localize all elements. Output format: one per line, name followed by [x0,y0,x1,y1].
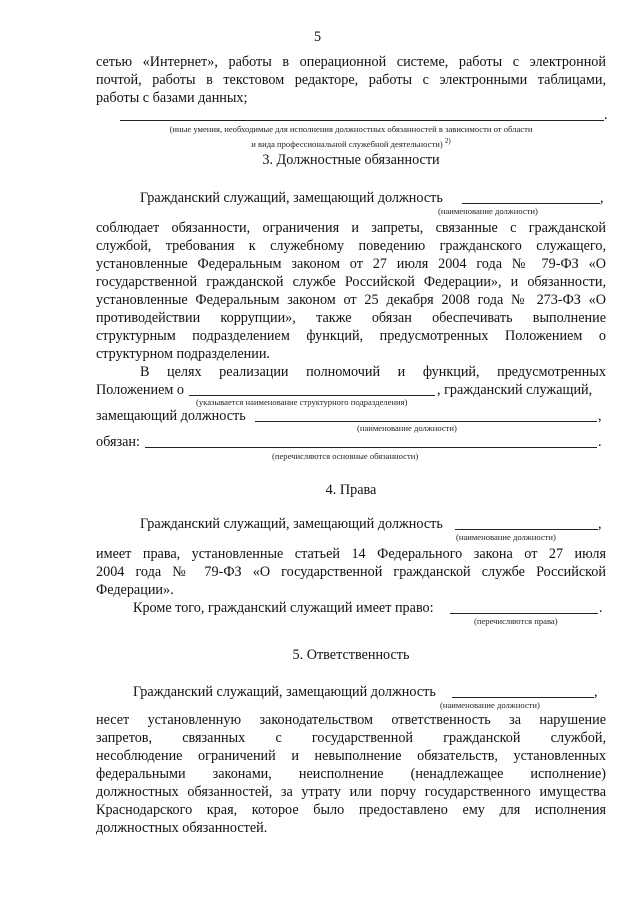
section4-body-2: 2004 года № 79-ФЗ «О государственной гражданской службе Российской [96,564,606,580]
section3-heading: 3. Должностные обязанности [262,152,440,168]
section3-p2-line4: обязан: [96,434,140,450]
section4-body-last: Федерации». [96,582,174,598]
intro-line-1: сетью «Интернет», работы в операционной системе, работы с электронной [96,54,606,70]
section3-p2-line3-end: , [598,408,602,424]
section3-lead-end: , [600,190,604,206]
section5-body-6: Краснодарского края, которое было предоставлено ему для исполнения [96,802,606,818]
section4-extra: Кроме того, гражданский служащий имеет право: [133,600,434,616]
section3-body-5: установленные Федеральным законом от 25 декабря 2008 года № 273-ФЗ «О [96,292,606,308]
intro-note-2-text: и вида профессиональной служебной деятельности) [251,138,443,149]
page-number: 5 [314,29,322,45]
section5-body-3: несоблюдение ограничений и невыполнение обязательств, установленных [96,748,606,764]
section3-unit-caption: (указывается наименование структурного подразделения) [196,397,408,407]
intro-blank-line [120,120,604,121]
section3-body-2: службой, требования к служебному поведению гражданского служащего, [96,238,606,254]
intro-note-2 [96,136,606,149]
section4-lead: Гражданский служащий, замещающий должность [140,516,443,532]
section3-body-7: структурным подразделением функций, предусмотренных Положением о [96,328,606,344]
section3-p2-end: , гражданский служащий, [437,382,593,398]
section3-unit-blank [189,395,435,396]
section5-lead-blank [452,697,594,698]
section4-heading: 4. Права [325,482,377,498]
intro-line-3: работы с базами данных; [96,90,248,106]
section3-p2-line4-end: . [598,434,602,450]
section5-lead-end: , [594,684,598,700]
section4-lead-caption: (наименование должности) [456,532,556,542]
section3-lead-blank [462,203,600,204]
section3-duties-blank [145,447,597,448]
section3-body-last: структурном подразделении. [96,346,270,362]
section3-p2-line3: замещающий должность [96,408,246,424]
section4-rights-caption: (перечисляются права) [474,616,558,626]
section5-lead-caption: (наименование должности) [440,700,540,710]
section3-duties-caption: (перечисляются основные обязанности) [272,451,419,461]
section5-body-last: должностных обязанностей. [96,820,268,836]
section4-lead-blank [455,529,598,530]
section3-body-3: установленные Федеральным законом от 27 июля 2004 года № 79-ФЗ «О [96,256,606,272]
section5-body-2: запретов, связанных с государственной гражданской службой, [96,730,606,746]
section5-lead: Гражданский служащий, замещающий должность [133,684,436,700]
section3-position-caption: (наименование должности) [357,423,457,433]
section3-body-1: соблюдает обязанности, ограничения и запреты, связанные с гражданской [96,220,606,236]
section4-body-1: имеет права, установленные статьей 14 Федерального закона от 27 июля [96,546,606,562]
section4-extra-end: . [599,600,603,616]
section3-position-blank [255,421,597,422]
section5-body-1: несет установленную законодательством ответственность за нарушение [96,712,606,728]
section3-lead: Гражданский служащий, замещающий должность [140,190,443,206]
section3-body-6: противодействии коррупции», также обязан обеспечивать выполнение [96,310,606,326]
section5-body-5: должностных обязанностей, за утрату или порчу государственного имущества [96,784,606,800]
section5-heading: 5. Ответственность [292,647,410,663]
section3-body-4: государственной гражданской службе Российской Федерации», и обязанности, [96,274,606,290]
section3-lead-caption: (наименование должности) [438,206,538,216]
section3-p2-line1: В целях реализации полномочий и функций, предусмотренных [140,364,606,380]
section4-lead-end: , [598,516,602,532]
intro-line-2: почтой, работы в текстовом редакторе, работы с электронными таблицами, [96,72,606,88]
intro-blank-end: . [604,107,608,123]
section3-p2-start: Положением о [96,382,184,398]
intro-note-1: (иные умения, необходимые для исполнения должностных обязанностей в зависимости от области [169,124,533,134]
footnote-mark: 2) [444,137,451,145]
section4-rights-blank [450,613,598,614]
section5-body-4: федеральными законами, неисполнение (ненадлежащее исполнение) [96,766,606,782]
